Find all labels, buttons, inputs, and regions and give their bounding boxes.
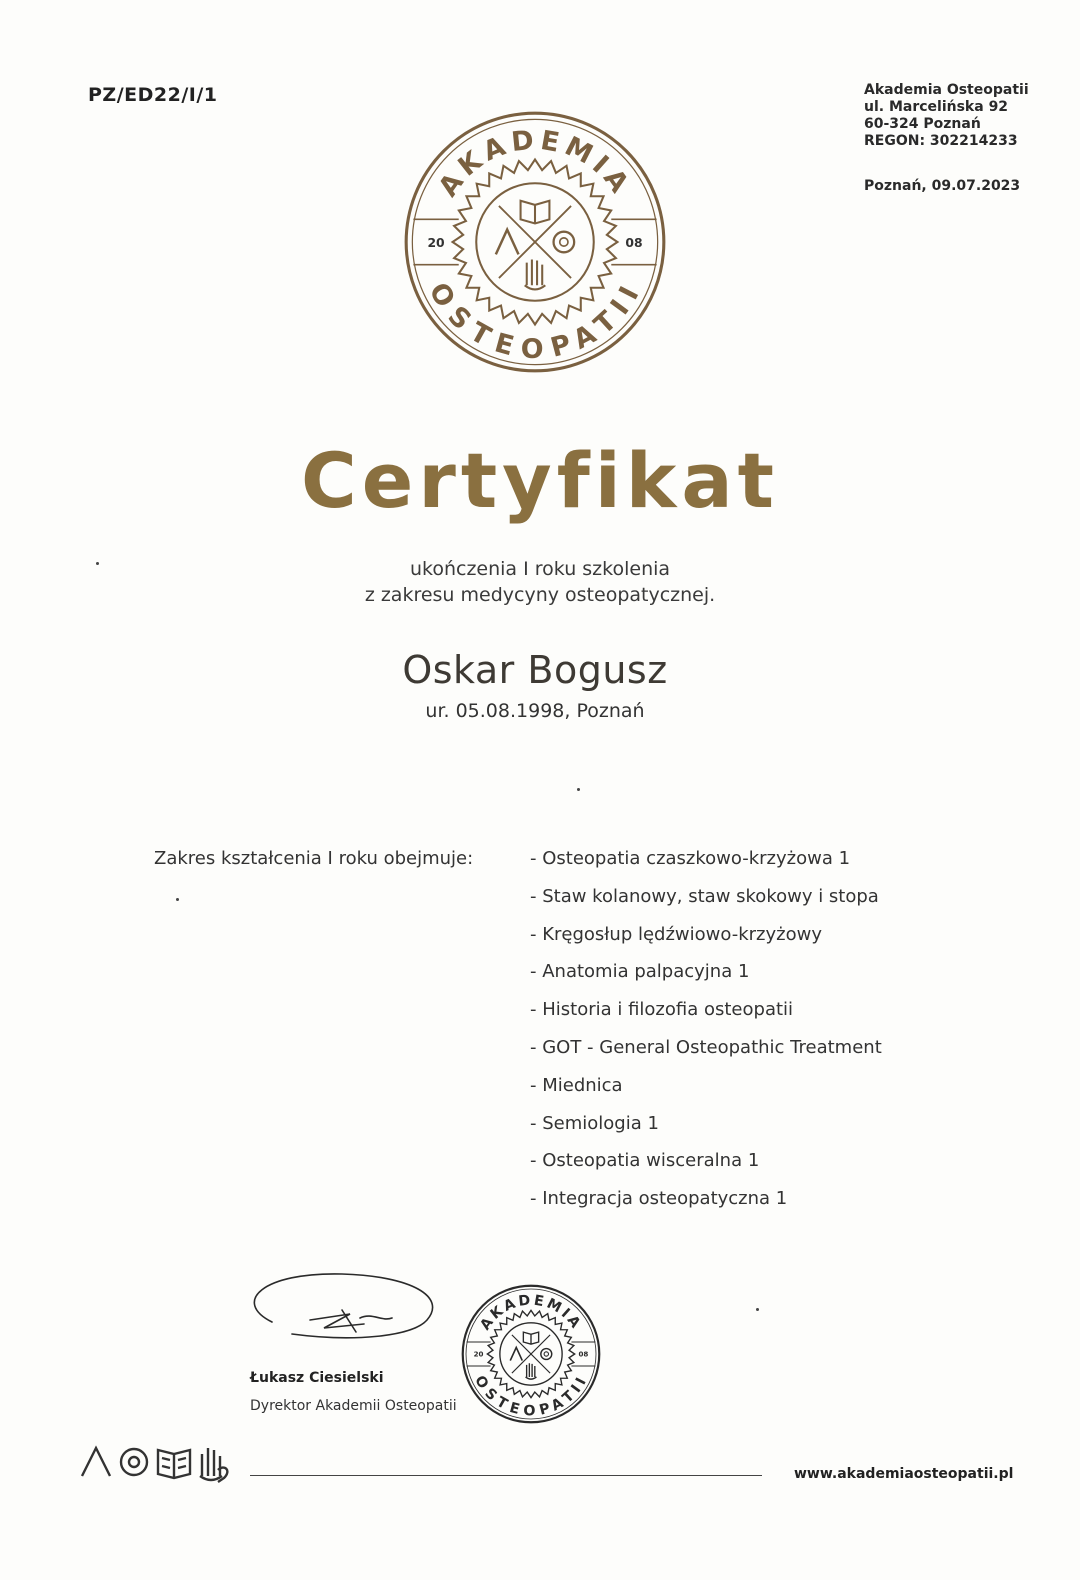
scope-item: - Integracja osteopatyczna 1 [530,1188,788,1210]
website-url: www.akademiaosteopatii.pl [794,1466,1014,1482]
stamp-bottom-text: OSTEOPATII [471,1372,591,1419]
scope-item: - Miednica [530,1074,623,1096]
footer-icon-row [78,1440,238,1484]
seal-top-text: AKADEMIA [432,124,638,203]
scan-speck [577,788,580,791]
signer-name: Łukasz Ciesielski [250,1370,384,1386]
issuer-street: ul. Marcelińska 92 [864,99,1009,115]
stamp-year-right: 08 [578,1349,589,1359]
scope-item: - Kręgosłup lędźwiowo-krzyżowy [530,923,822,945]
scope-item: - Osteopatia czaszkowo-krzyżowa 1 [530,848,851,869]
scope-item: - Semiologia 1 [530,1112,659,1134]
recipient-name: Oskar Bogusz [402,648,668,692]
book-icon [158,1450,190,1478]
certificate-title: Certyfikat [301,436,779,525]
stamp-top-text: AKADEMIA [477,1292,585,1334]
scope-item: - Anatomia palpacyjna 1 [530,961,750,983]
footer-divider [250,1475,762,1476]
lambda-icon [82,1448,110,1476]
scope-item: - Staw kolanowy, staw skokowy i stopa [530,885,879,907]
scan-speck [176,898,179,901]
scope-item: - Osteopatia wisceralna 1 [530,1150,760,1172]
svg-text:AKADEMIA [477,1292,584,1333]
academy-stamp [460,1283,602,1425]
issuer-city: 60-324 Poznań [864,116,981,132]
scope-item: - Historia i filozofia osteopatii [530,999,794,1021]
scope-list [530,848,882,1226]
issue-date: Poznań, 09.07.2023 [864,178,1021,194]
subtitle-line-1: ukończenia I roku szkolenia [409,558,671,580]
seal-year-right: 08 [625,236,643,251]
scan-speck [756,1308,759,1311]
svg-text:OSTEOPATII [422,277,648,365]
issuer-name: Akademia Osteopatii [864,82,1029,98]
stamp-year-left: 20 [473,1349,484,1359]
issuer-address [864,82,1029,150]
seal-year-left: 20 [427,236,445,251]
subtitle-line-2: z zakresu medycyny osteopatycznej. [364,584,716,606]
academy-seal-logo [401,108,669,376]
certificate-subtitle [0,556,1080,608]
seal-bottom-text: OSTEOPATII [422,277,648,366]
hand-heart-icon [200,1448,227,1482]
handwritten-signature [232,1262,442,1362]
signer-role: Dyrektor Akademii Osteopatii [250,1398,457,1414]
scope-item: - GOT - General Osteopathic Treatment [530,1036,882,1058]
issuer-regon: REGON: 302214233 [864,133,1018,149]
scope-label: Zakres kształcenia I roku obejmuje: [154,848,474,869]
recipient-birth-info: ur. 05.08.1998, Poznań [425,700,645,722]
document-reference: PZ/ED22/I/1 [88,84,218,106]
circle-icon [121,1449,147,1475]
scan-speck [96,562,99,565]
